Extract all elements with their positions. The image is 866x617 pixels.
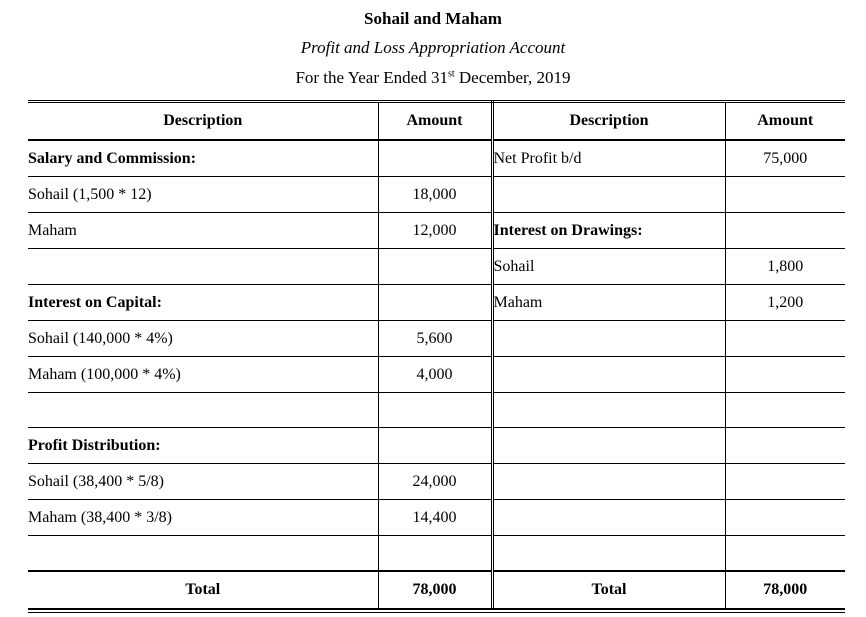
cell-description-left: Maham (100,000 * 4%) xyxy=(28,357,378,393)
table-total-row xyxy=(28,571,845,608)
cell-amount-right: 1,200 xyxy=(725,285,845,321)
table-bottom-rule-thin xyxy=(28,612,845,613)
cell-amount-right xyxy=(725,464,845,500)
period-prefix: For the Year Ended 31 xyxy=(295,68,448,87)
table-body xyxy=(28,140,845,608)
table-row xyxy=(28,285,845,321)
cell-description-left: Profit Distribution: xyxy=(28,428,378,464)
cell-description-left xyxy=(28,249,378,285)
table-header-row xyxy=(28,102,845,141)
cell-amount-right xyxy=(725,393,845,428)
total-label-left: Total xyxy=(28,571,378,608)
profit-loss-appropriation-table xyxy=(28,100,845,608)
cell-description-left: Sohail (1,500 * 12) xyxy=(28,177,378,213)
cell-amount-right: 1,800 xyxy=(725,249,845,285)
table-row xyxy=(28,177,845,213)
cell-description-right xyxy=(492,177,725,213)
column-header-description-left: Description xyxy=(28,102,378,141)
column-header-amount-right: Amount xyxy=(725,102,845,141)
cell-amount-left: 14,400 xyxy=(378,500,492,536)
cell-description-left: Maham (38,400 * 3/8) xyxy=(28,500,378,536)
cell-description-right: Interest on Drawings: xyxy=(492,213,725,249)
column-header-description-right: Description xyxy=(492,102,725,141)
cell-amount-left: 24,000 xyxy=(378,464,492,500)
cell-description-right xyxy=(492,428,725,464)
ledger-table-container xyxy=(0,88,866,608)
cell-description-left xyxy=(28,393,378,428)
cell-amount-right xyxy=(725,213,845,249)
cell-description-right xyxy=(492,393,725,428)
table-row xyxy=(28,536,845,571)
period-suffix: December, 2019 xyxy=(454,68,571,87)
total-amount-left: 78,000 xyxy=(378,571,492,608)
table-bottom-rule xyxy=(28,608,845,611)
cell-description-right: Net Profit b/d xyxy=(492,140,725,177)
cell-description-left xyxy=(28,536,378,571)
table-header xyxy=(28,102,845,141)
table-row xyxy=(28,464,845,500)
period-superscript: st xyxy=(447,68,455,80)
table-row xyxy=(28,249,845,285)
table-row xyxy=(28,428,845,464)
cell-description-right xyxy=(492,536,725,571)
cell-description-left: Interest on Capital: xyxy=(28,285,378,321)
cell-amount-right xyxy=(725,428,845,464)
cell-description-right xyxy=(492,500,725,536)
cell-amount-right xyxy=(725,177,845,213)
cell-amount-left xyxy=(378,393,492,428)
total-label-right: Total xyxy=(492,571,725,608)
cell-amount-right xyxy=(725,500,845,536)
cell-description-right xyxy=(492,464,725,500)
cell-amount-left xyxy=(378,536,492,571)
cell-description-left: Sohail (38,400 * 5/8) xyxy=(28,464,378,500)
document-subtitle: Profit and Loss Appropriation Account xyxy=(300,38,566,57)
cell-amount-left: 4,000 xyxy=(378,357,492,393)
cell-amount-right xyxy=(725,536,845,571)
cell-amount-left xyxy=(378,140,492,177)
table-row xyxy=(28,321,845,357)
document-period xyxy=(0,58,866,88)
table-row xyxy=(28,393,845,428)
cell-amount-left: 12,000 xyxy=(378,213,492,249)
total-amount-right: 78,000 xyxy=(725,571,845,608)
table-row xyxy=(28,357,845,393)
cell-description-left: Maham xyxy=(28,213,378,249)
cell-description-right xyxy=(492,321,725,357)
table-row xyxy=(28,140,845,177)
cell-description-left: Sohail (140,000 * 4%) xyxy=(28,321,378,357)
cell-amount-right xyxy=(725,321,845,357)
document-heading xyxy=(0,0,866,88)
cell-description-right: Maham xyxy=(492,285,725,321)
cell-amount-left xyxy=(378,285,492,321)
page-title: Sohail and Maham xyxy=(364,9,502,28)
cell-description-right xyxy=(492,357,725,393)
table-row xyxy=(28,500,845,536)
cell-amount-left: 5,600 xyxy=(378,321,492,357)
cell-amount-left xyxy=(378,428,492,464)
table-row xyxy=(28,213,845,249)
cell-description-right: Sohail xyxy=(492,249,725,285)
cell-description-left: Salary and Commission: xyxy=(28,140,378,177)
cell-amount-left xyxy=(378,249,492,285)
column-header-amount-left: Amount xyxy=(378,102,492,141)
cell-amount-right xyxy=(725,357,845,393)
cell-amount-right: 75,000 xyxy=(725,140,845,177)
cell-amount-left: 18,000 xyxy=(378,177,492,213)
